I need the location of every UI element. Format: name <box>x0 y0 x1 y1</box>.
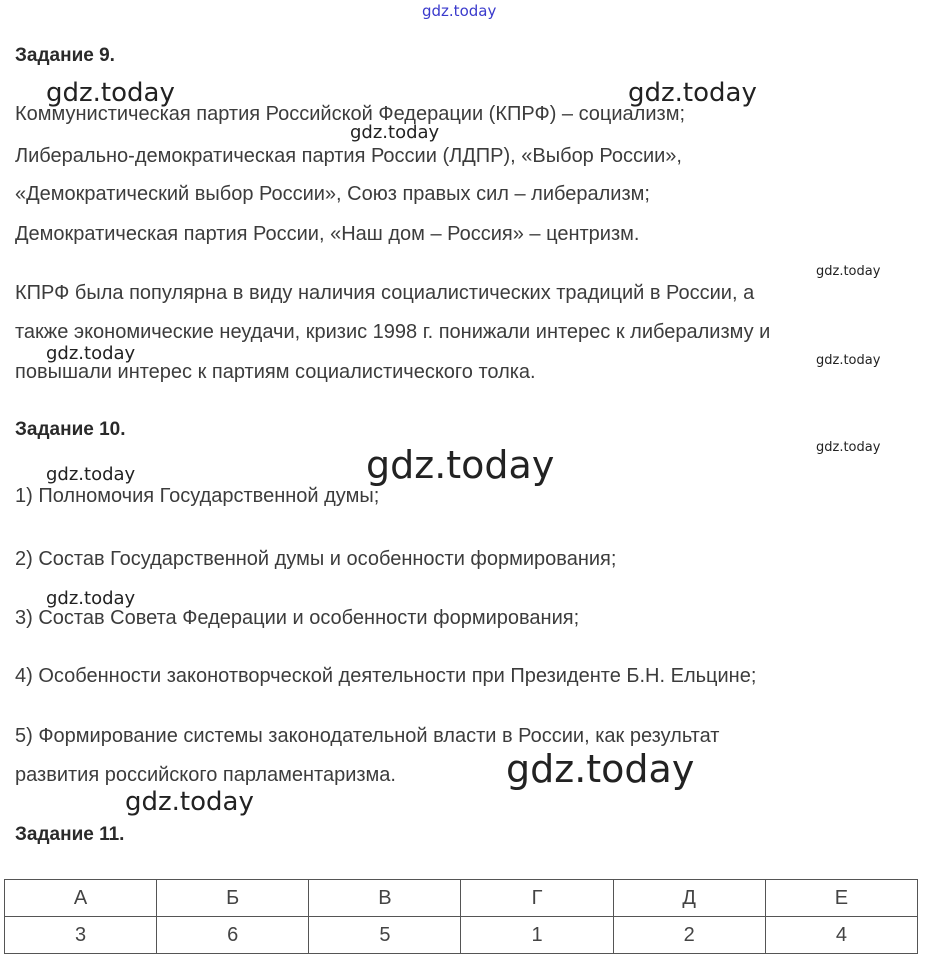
table-cell: 4 <box>765 917 917 954</box>
table-header-cell: Е <box>765 880 917 917</box>
table-header-row <box>5 880 918 917</box>
watermark: gdz.today <box>816 440 881 455</box>
watermark: gdz.today <box>46 588 136 609</box>
task-10-item: 1) Полномочия Государственной думы; <box>15 485 380 507</box>
task-9-line: Демократическая партия России, «Наш дом – Россия» – центризм. <box>15 223 640 245</box>
table-header-cell: Д <box>613 880 765 917</box>
table-cell: 5 <box>309 917 461 954</box>
task-9-line: «Демократический выбор России», Союз правых сил – либерализм; <box>15 183 650 205</box>
table-cell: 2 <box>613 917 765 954</box>
task-10-item: 2) Состав Государственной думы и особенности формирования; <box>15 548 617 570</box>
watermark: gdz.today <box>46 343 136 364</box>
table-header-cell: А <box>5 880 157 917</box>
watermark-large: gdz.today <box>506 747 695 791</box>
watermark-top: gdz.today <box>422 2 497 20</box>
answers-table <box>4 879 918 954</box>
task-11-heading: Задание 11. <box>15 824 125 845</box>
task-10-item: 4) Особенности законотворческой деятельности при Президенте Б.Н. Ельцине; <box>15 665 757 687</box>
task-10-item: 3) Состав Совета Федерации и особенности формирования; <box>15 607 580 629</box>
table-cell: 6 <box>157 917 309 954</box>
task-9-paragraph-line: также экономические неудачи, кризис 1998 г. понижали интерес к либерализму и <box>15 321 771 343</box>
watermark: gdz.today <box>46 464 136 485</box>
watermark: gdz.today <box>350 122 440 143</box>
watermark: gdz.today <box>46 78 175 108</box>
task-10-item: развития российского парламентаризма. <box>15 764 396 786</box>
task-9-line: Коммунистическая партия Российской Федерации (КПРФ) – социализм; <box>15 103 685 125</box>
watermark: gdz.today <box>628 78 757 108</box>
watermark: gdz.today <box>125 787 254 817</box>
table-header-cell: Г <box>461 880 613 917</box>
table-cell: 3 <box>5 917 157 954</box>
task-9-line: Либерально-демократическая партия России (ЛДПР), «Выбор России», <box>15 145 682 167</box>
task-10-item: 5) Формирование системы законодательной власти в России, как результат <box>15 725 720 747</box>
table-header-cell: Б <box>157 880 309 917</box>
task-10-heading: Задание 10. <box>15 419 126 440</box>
watermark: gdz.today <box>816 264 881 279</box>
watermark-large: gdz.today <box>366 443 555 487</box>
watermark: gdz.today <box>816 353 881 368</box>
task-9-paragraph-line: повышали интерес к партиям социалистического толка. <box>15 361 536 383</box>
table-header-cell: В <box>309 880 461 917</box>
table-cell: 1 <box>461 917 613 954</box>
table-row <box>5 917 918 954</box>
task-9-paragraph-line: КПРФ была популярна в виду наличия социалистических традиций в России, а <box>15 282 755 304</box>
task-9-heading: Задание 9. <box>15 45 115 66</box>
